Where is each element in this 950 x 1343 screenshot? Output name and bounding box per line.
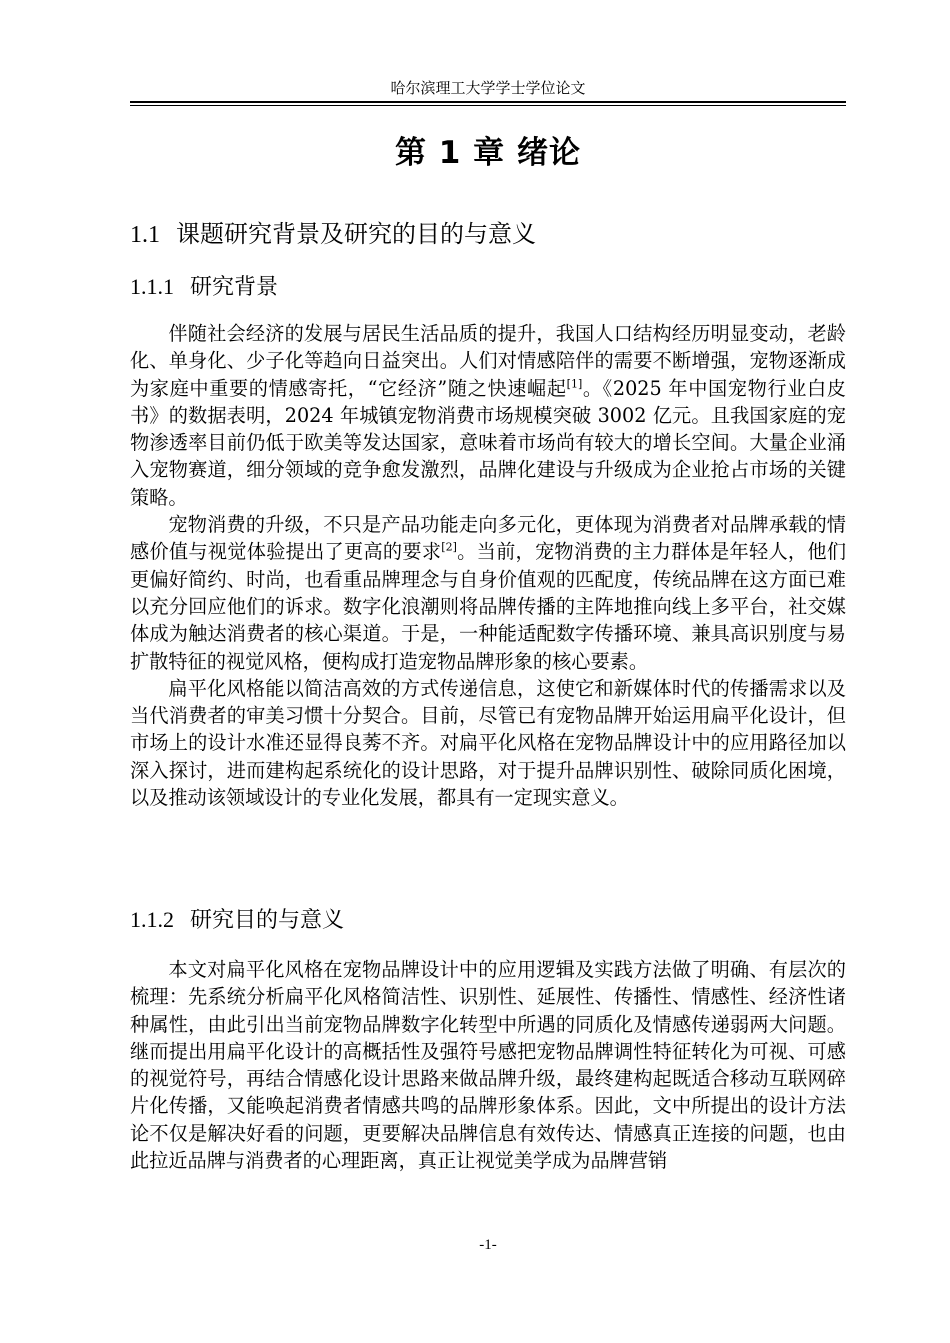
paragraph-text: 本文对扁平化风格在宠物品牌设计中的应用逻辑及实践方法做了明确、有层次的梳理：先系统分析扁平化风格简洁性、识别性、延展性、传播性、情感性、经济性诸种属性，由此引出当前宠物品牌数字化转型中所遇的同质化及情感传递弱两大问题。继而提出用扁平化设计的高概括性及强符号感把宠物品牌调性特征转化为可视、可感的视觉符号，再结合情感化设计思路来做品牌升级，最终建构起既适合移动互联网碎片化传播，又能唤起消费者情感共鸣的品牌形象体系。因此，文中所提出的设计方法论不仅是解决好看的问题，更要解决品牌信息有效传达、情感真正连接的问题，也由此拉近品牌与消费者的心理距离，真正让视觉美学成为品牌营销 bbox=[130, 958, 846, 1173]
citation-ref[interactable]: [1] bbox=[566, 377, 583, 391]
paragraph bbox=[130, 675, 846, 811]
page-number: -1- bbox=[479, 1237, 497, 1253]
section-title-text: 课题研究背景及研究的目的与意义 bbox=[176, 220, 536, 248]
paragraph-text: 宠物消费的升级，不只是产品功能走向多元化，更体现为消费者对品牌承载的情感价值与视觉体验提出了更高的要求 bbox=[130, 513, 846, 564]
subsection-number: 1.1.1 bbox=[130, 274, 174, 299]
background-body bbox=[130, 320, 846, 811]
paragraph-text: 。《2025 年中国宠物行业白皮书》的数据表明，2024 年城镇宠物消费市场规模突破 3002 亿元。且我国家庭的宠物渗透率目前仍低于欧美等发达国家，意味着市场尚有较大的增长空间。大量企业涌入宠物赛道，细分领域的竞争愈发激烈，品牌化建设与升级成为企业抢占市场的关键策略。 bbox=[130, 376, 846, 509]
section-heading bbox=[130, 216, 846, 253]
running-header: 哈尔滨理工大学学士学位论文 bbox=[390, 79, 586, 97]
subsection-title-text: 研究目的与意义 bbox=[190, 908, 345, 933]
chapter-title: 第 1 章 绪论 bbox=[395, 135, 581, 171]
subsection-title-text: 研究背景 bbox=[190, 275, 279, 300]
section-number: 1.1 bbox=[130, 222, 160, 248]
paragraph bbox=[130, 956, 846, 1174]
subsection-heading-purpose bbox=[130, 903, 846, 938]
paragraph-text: 伴随社会经济的发展与居民生活品质的提升，我国人口结构经历明显变动，老龄化、单身化、少子化等趋向日益突出。人们对情感陪伴的需要不断增强，宠物逐渐成为家庭中重要的情感寄托，“它经济”随之快速崛起 bbox=[130, 322, 846, 400]
purpose-body bbox=[130, 956, 846, 1174]
subsection-number: 1.1.2 bbox=[130, 907, 174, 932]
paragraph-text: 。当前，宠物消费的主力群体是年轻人，他们更偏好简约、时尚，也看重品牌理念与自身价值观的匹配度，传统品牌在这方面已难以充分回应他们的诉求。数字化浪潮则将品牌传播的主阵地推向线上多平台，社交媒体成为触达消费者的核心渠道。于是，一种能适配数字传播环境、兼具高识别度与易扩散特征的视觉风格，便构成打造宠物品牌形象的核心要素。 bbox=[130, 540, 847, 673]
header-rule-thick bbox=[130, 101, 846, 103]
paragraph bbox=[130, 511, 846, 675]
citation-ref[interactable]: [2] bbox=[441, 540, 457, 554]
paragraph-text: 扁平化风格能以简洁高效的方式传递信息，这使它和新媒体时代的传播需求以及当代消费者的审美习惯十分契合。目前，尽管已有宠物品牌开始运用扁平化设计，但市场上的设计水准还显得良莠不齐。对扁平化风格在宠物品牌设计中的应用路径加以深入探讨，进而建构起系统化的设计思路，对于提升品牌识别性、破除同质化困境，以及推动该领域设计的专业化发展，都具有一定现实意义。 bbox=[130, 676, 846, 810]
header-rule-thin bbox=[130, 105, 846, 106]
paragraph bbox=[130, 320, 846, 511]
subsection-heading-background bbox=[130, 270, 846, 305]
